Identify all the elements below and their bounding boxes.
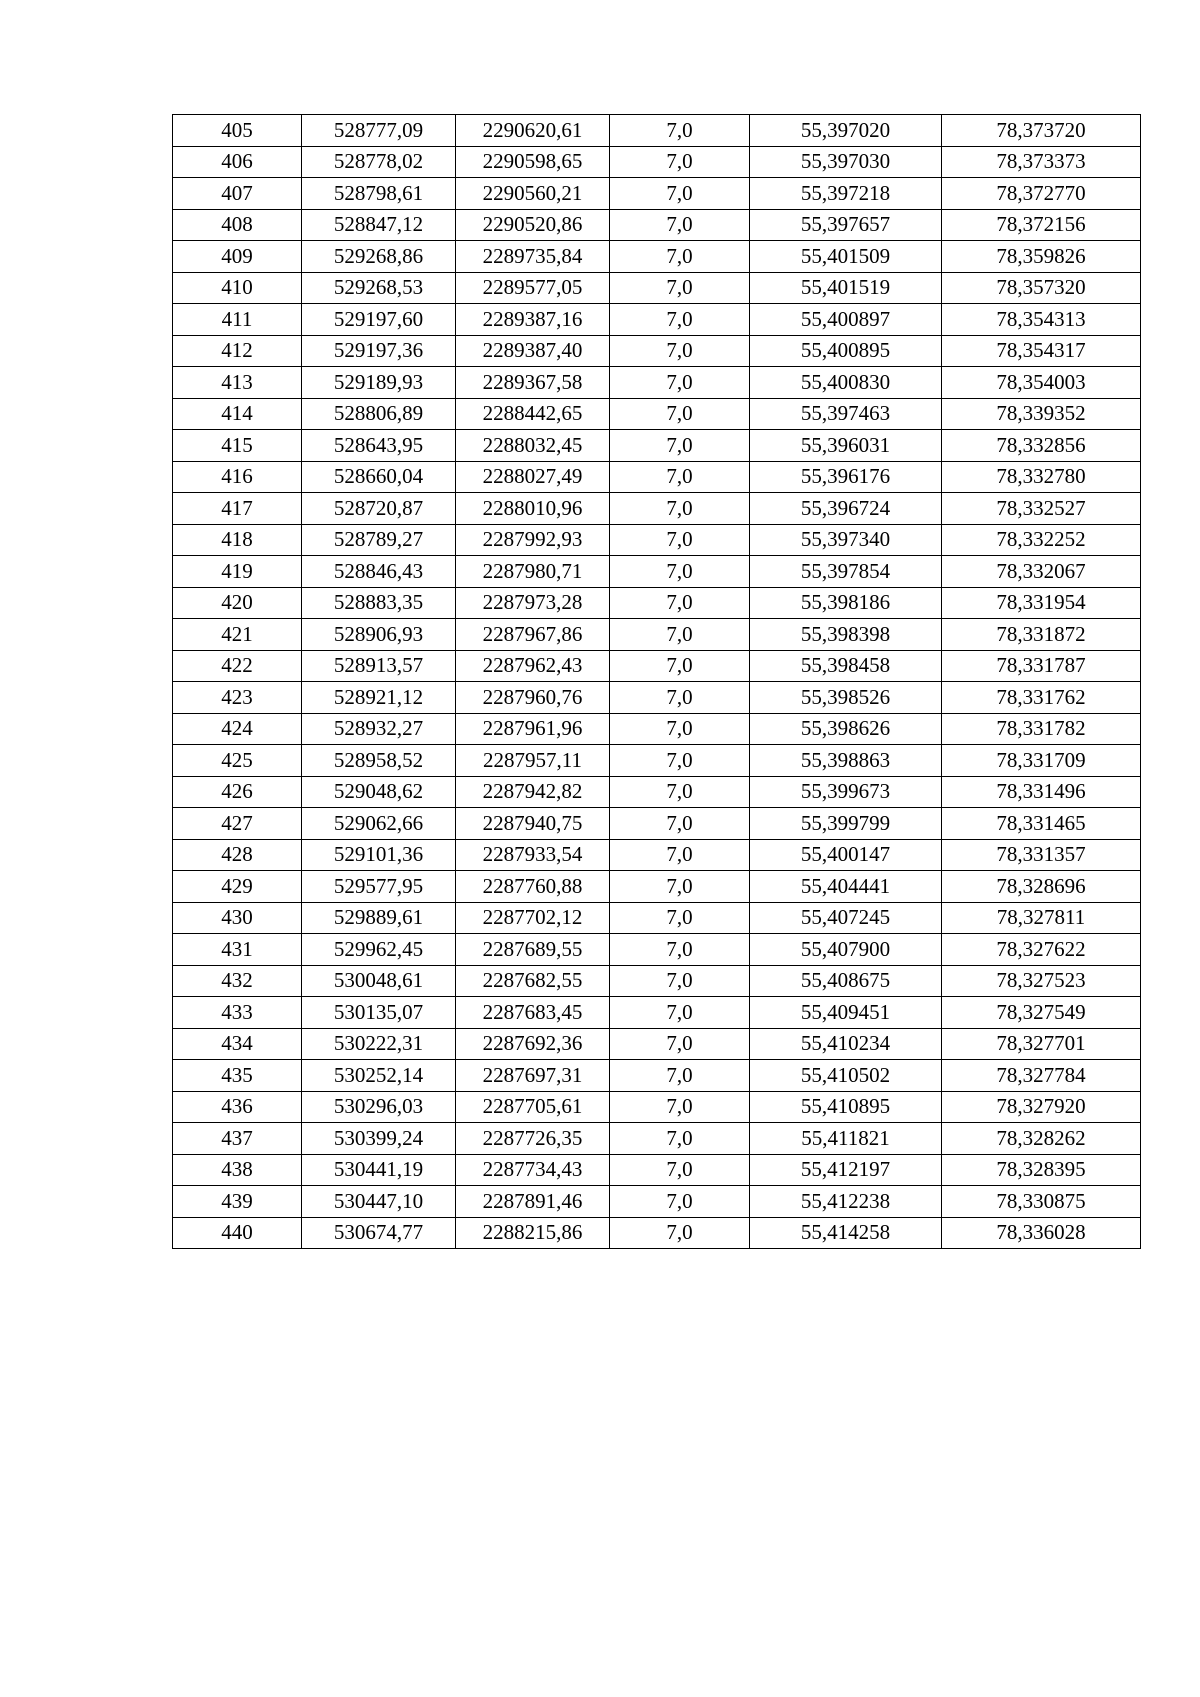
x-coordinate-cell: 528778,02 [302,146,456,178]
table-row [173,1060,1141,1092]
value-cell: 7,0 [610,650,750,682]
latitude-cell: 55,398398 [750,619,942,651]
value-cell: 7,0 [610,1186,750,1218]
longitude-cell: 78,332067 [942,556,1141,588]
value-cell: 7,0 [610,304,750,336]
y-coordinate-cell: 2289735,84 [456,241,610,273]
x-coordinate-cell: 528777,09 [302,115,456,147]
x-coordinate-cell: 528660,04 [302,461,456,493]
longitude-cell: 78,354003 [942,367,1141,399]
latitude-cell: 55,397657 [750,209,942,241]
latitude-cell: 55,400147 [750,839,942,871]
point-number-cell: 428 [173,839,302,871]
longitude-cell: 78,327523 [942,965,1141,997]
x-coordinate-cell: 528958,52 [302,745,456,777]
latitude-cell: 55,407900 [750,934,942,966]
value-cell: 7,0 [610,1217,750,1249]
point-number-cell: 407 [173,178,302,210]
table-row [173,808,1141,840]
y-coordinate-cell: 2287973,28 [456,587,610,619]
x-coordinate-cell: 530399,24 [302,1123,456,1155]
longitude-cell: 78,331872 [942,619,1141,651]
latitude-cell: 55,398458 [750,650,942,682]
x-coordinate-cell: 529062,66 [302,808,456,840]
x-coordinate-cell: 528847,12 [302,209,456,241]
table-row [173,304,1141,336]
value-cell: 7,0 [610,1060,750,1092]
table-row [173,871,1141,903]
value-cell: 7,0 [610,367,750,399]
y-coordinate-cell: 2287940,75 [456,808,610,840]
y-coordinate-cell: 2288442,65 [456,398,610,430]
longitude-cell: 78,332527 [942,493,1141,525]
y-coordinate-cell: 2287692,36 [456,1028,610,1060]
value-cell: 7,0 [610,241,750,273]
latitude-cell: 55,396724 [750,493,942,525]
point-number-cell: 427 [173,808,302,840]
value-cell: 7,0 [610,146,750,178]
y-coordinate-cell: 2290598,65 [456,146,610,178]
y-coordinate-cell: 2287957,11 [456,745,610,777]
point-number-cell: 439 [173,1186,302,1218]
latitude-cell: 55,399799 [750,808,942,840]
y-coordinate-cell: 2287992,93 [456,524,610,556]
point-number-cell: 424 [173,713,302,745]
x-coordinate-cell: 528789,27 [302,524,456,556]
y-coordinate-cell: 2287682,55 [456,965,610,997]
value-cell: 7,0 [610,619,750,651]
longitude-cell: 78,372770 [942,178,1141,210]
y-coordinate-cell: 2287961,96 [456,713,610,745]
y-coordinate-cell: 2287697,31 [456,1060,610,1092]
latitude-cell: 55,408675 [750,965,942,997]
table-row [173,587,1141,619]
table-row [173,493,1141,525]
table-row [173,997,1141,1029]
x-coordinate-cell: 530222,31 [302,1028,456,1060]
point-number-cell: 421 [173,619,302,651]
value-cell: 7,0 [610,713,750,745]
table-row [173,241,1141,273]
value-cell: 7,0 [610,745,750,777]
value-cell: 7,0 [610,682,750,714]
latitude-cell: 55,397463 [750,398,942,430]
y-coordinate-cell: 2288010,96 [456,493,610,525]
longitude-cell: 78,331709 [942,745,1141,777]
latitude-cell: 55,398863 [750,745,942,777]
value-cell: 7,0 [610,776,750,808]
longitude-cell: 78,336028 [942,1217,1141,1249]
longitude-cell: 78,331762 [942,682,1141,714]
table-row [173,272,1141,304]
x-coordinate-cell: 528798,61 [302,178,456,210]
point-number-cell: 438 [173,1154,302,1186]
table-row [173,1028,1141,1060]
value-cell: 7,0 [610,587,750,619]
point-number-cell: 436 [173,1091,302,1123]
point-number-cell: 419 [173,556,302,588]
point-number-cell: 440 [173,1217,302,1249]
y-coordinate-cell: 2290620,61 [456,115,610,147]
point-number-cell: 434 [173,1028,302,1060]
longitude-cell: 78,327920 [942,1091,1141,1123]
value-cell: 7,0 [610,839,750,871]
y-coordinate-cell: 2287689,55 [456,934,610,966]
latitude-cell: 55,410234 [750,1028,942,1060]
longitude-cell: 78,357320 [942,272,1141,304]
x-coordinate-cell: 528846,43 [302,556,456,588]
value-cell: 7,0 [610,493,750,525]
latitude-cell: 55,412238 [750,1186,942,1218]
value-cell: 7,0 [610,398,750,430]
x-coordinate-cell: 529577,95 [302,871,456,903]
point-number-cell: 412 [173,335,302,367]
longitude-cell: 78,339352 [942,398,1141,430]
value-cell: 7,0 [610,178,750,210]
table-row [173,461,1141,493]
coordinates-table [172,114,1141,1249]
x-coordinate-cell: 529268,86 [302,241,456,273]
longitude-cell: 78,327622 [942,934,1141,966]
y-coordinate-cell: 2287726,35 [456,1123,610,1155]
point-number-cell: 417 [173,493,302,525]
latitude-cell: 55,398526 [750,682,942,714]
longitude-cell: 78,327549 [942,997,1141,1029]
value-cell: 7,0 [610,209,750,241]
x-coordinate-cell: 529048,62 [302,776,456,808]
y-coordinate-cell: 2287702,12 [456,902,610,934]
y-coordinate-cell: 2287891,46 [456,1186,610,1218]
longitude-cell: 78,354313 [942,304,1141,336]
y-coordinate-cell: 2287705,61 [456,1091,610,1123]
table-row [173,713,1141,745]
point-number-cell: 414 [173,398,302,430]
y-coordinate-cell: 2287760,88 [456,871,610,903]
latitude-cell: 55,411821 [750,1123,942,1155]
y-coordinate-cell: 2288032,45 [456,430,610,462]
x-coordinate-cell: 529197,60 [302,304,456,336]
latitude-cell: 55,400830 [750,367,942,399]
latitude-cell: 55,399673 [750,776,942,808]
coordinates-table-body [173,115,1141,1249]
x-coordinate-cell: 529101,36 [302,839,456,871]
x-coordinate-cell: 528806,89 [302,398,456,430]
latitude-cell: 55,404441 [750,871,942,903]
point-number-cell: 437 [173,1123,302,1155]
table-row [173,1123,1141,1155]
longitude-cell: 78,330875 [942,1186,1141,1218]
point-number-cell: 413 [173,367,302,399]
x-coordinate-cell: 530441,19 [302,1154,456,1186]
latitude-cell: 55,398626 [750,713,942,745]
longitude-cell: 78,331782 [942,713,1141,745]
x-coordinate-cell: 530674,77 [302,1217,456,1249]
y-coordinate-cell: 2287967,86 [456,619,610,651]
latitude-cell: 55,401509 [750,241,942,273]
longitude-cell: 78,331357 [942,839,1141,871]
latitude-cell: 55,400895 [750,335,942,367]
y-coordinate-cell: 2287683,45 [456,997,610,1029]
latitude-cell: 55,409451 [750,997,942,1029]
table-row [173,682,1141,714]
point-number-cell: 433 [173,997,302,1029]
table-row [173,146,1141,178]
value-cell: 7,0 [610,115,750,147]
table-row [173,1091,1141,1123]
x-coordinate-cell: 529268,53 [302,272,456,304]
point-number-cell: 425 [173,745,302,777]
point-number-cell: 435 [173,1060,302,1092]
x-coordinate-cell: 528921,12 [302,682,456,714]
y-coordinate-cell: 2287933,54 [456,839,610,871]
table-row [173,335,1141,367]
x-coordinate-cell: 528906,93 [302,619,456,651]
table-row [173,776,1141,808]
x-coordinate-cell: 530296,03 [302,1091,456,1123]
x-coordinate-cell: 530447,10 [302,1186,456,1218]
point-number-cell: 408 [173,209,302,241]
table-row [173,556,1141,588]
point-number-cell: 423 [173,682,302,714]
point-number-cell: 431 [173,934,302,966]
longitude-cell: 78,328696 [942,871,1141,903]
value-cell: 7,0 [610,430,750,462]
y-coordinate-cell: 2290560,21 [456,178,610,210]
table-row [173,619,1141,651]
value-cell: 7,0 [610,524,750,556]
table-row [173,524,1141,556]
latitude-cell: 55,397030 [750,146,942,178]
longitude-cell: 78,331465 [942,808,1141,840]
x-coordinate-cell: 530252,14 [302,1060,456,1092]
point-number-cell: 429 [173,871,302,903]
longitude-cell: 78,354317 [942,335,1141,367]
table-row [173,367,1141,399]
point-number-cell: 406 [173,146,302,178]
value-cell: 7,0 [610,808,750,840]
y-coordinate-cell: 2289387,40 [456,335,610,367]
y-coordinate-cell: 2287980,71 [456,556,610,588]
longitude-cell: 78,327811 [942,902,1141,934]
latitude-cell: 55,412197 [750,1154,942,1186]
value-cell: 7,0 [610,272,750,304]
x-coordinate-cell: 529962,45 [302,934,456,966]
latitude-cell: 55,397340 [750,524,942,556]
longitude-cell: 78,372156 [942,209,1141,241]
longitude-cell: 78,332856 [942,430,1141,462]
table-row [173,115,1141,147]
y-coordinate-cell: 2290520,86 [456,209,610,241]
table-row [173,745,1141,777]
x-coordinate-cell: 530048,61 [302,965,456,997]
table-row [173,178,1141,210]
latitude-cell: 55,400897 [750,304,942,336]
x-coordinate-cell: 528913,57 [302,650,456,682]
point-number-cell: 426 [173,776,302,808]
point-number-cell: 409 [173,241,302,273]
latitude-cell: 55,397218 [750,178,942,210]
longitude-cell: 78,373373 [942,146,1141,178]
point-number-cell: 430 [173,902,302,934]
y-coordinate-cell: 2289387,16 [456,304,610,336]
x-coordinate-cell: 528883,35 [302,587,456,619]
table-row [173,1186,1141,1218]
latitude-cell: 55,414258 [750,1217,942,1249]
x-coordinate-cell: 529889,61 [302,902,456,934]
point-number-cell: 422 [173,650,302,682]
value-cell: 7,0 [610,902,750,934]
value-cell: 7,0 [610,965,750,997]
longitude-cell: 78,373720 [942,115,1141,147]
x-coordinate-cell: 529189,93 [302,367,456,399]
latitude-cell: 55,396176 [750,461,942,493]
longitude-cell: 78,328262 [942,1123,1141,1155]
y-coordinate-cell: 2289367,58 [456,367,610,399]
value-cell: 7,0 [610,1091,750,1123]
table-row [173,398,1141,430]
longitude-cell: 78,327701 [942,1028,1141,1060]
table-row [173,965,1141,997]
x-coordinate-cell: 528643,95 [302,430,456,462]
longitude-cell: 78,331787 [942,650,1141,682]
point-number-cell: 416 [173,461,302,493]
y-coordinate-cell: 2288027,49 [456,461,610,493]
value-cell: 7,0 [610,556,750,588]
y-coordinate-cell: 2287960,76 [456,682,610,714]
point-number-cell: 411 [173,304,302,336]
point-number-cell: 410 [173,272,302,304]
latitude-cell: 55,397020 [750,115,942,147]
latitude-cell: 55,397854 [750,556,942,588]
table-row [173,430,1141,462]
y-coordinate-cell: 2289577,05 [456,272,610,304]
table-row [173,1154,1141,1186]
longitude-cell: 78,332780 [942,461,1141,493]
x-coordinate-cell: 528932,27 [302,713,456,745]
x-coordinate-cell: 528720,87 [302,493,456,525]
x-coordinate-cell: 529197,36 [302,335,456,367]
latitude-cell: 55,396031 [750,430,942,462]
longitude-cell: 78,332252 [942,524,1141,556]
point-number-cell: 420 [173,587,302,619]
point-number-cell: 418 [173,524,302,556]
table-row [173,839,1141,871]
value-cell: 7,0 [610,461,750,493]
table-row [173,902,1141,934]
latitude-cell: 55,401519 [750,272,942,304]
value-cell: 7,0 [610,335,750,367]
longitude-cell: 78,327784 [942,1060,1141,1092]
value-cell: 7,0 [610,997,750,1029]
table-row [173,650,1141,682]
value-cell: 7,0 [610,1028,750,1060]
y-coordinate-cell: 2287942,82 [456,776,610,808]
longitude-cell: 78,328395 [942,1154,1141,1186]
table-row [173,934,1141,966]
x-coordinate-cell: 530135,07 [302,997,456,1029]
y-coordinate-cell: 2287962,43 [456,650,610,682]
latitude-cell: 55,410502 [750,1060,942,1092]
table-row [173,209,1141,241]
longitude-cell: 78,331496 [942,776,1141,808]
latitude-cell: 55,407245 [750,902,942,934]
value-cell: 7,0 [610,934,750,966]
latitude-cell: 55,398186 [750,587,942,619]
longitude-cell: 78,359826 [942,241,1141,273]
point-number-cell: 415 [173,430,302,462]
value-cell: 7,0 [610,1154,750,1186]
point-number-cell: 432 [173,965,302,997]
y-coordinate-cell: 2288215,86 [456,1217,610,1249]
longitude-cell: 78,331954 [942,587,1141,619]
value-cell: 7,0 [610,871,750,903]
y-coordinate-cell: 2287734,43 [456,1154,610,1186]
latitude-cell: 55,410895 [750,1091,942,1123]
value-cell: 7,0 [610,1123,750,1155]
table-row [173,1217,1141,1249]
point-number-cell: 405 [173,115,302,147]
